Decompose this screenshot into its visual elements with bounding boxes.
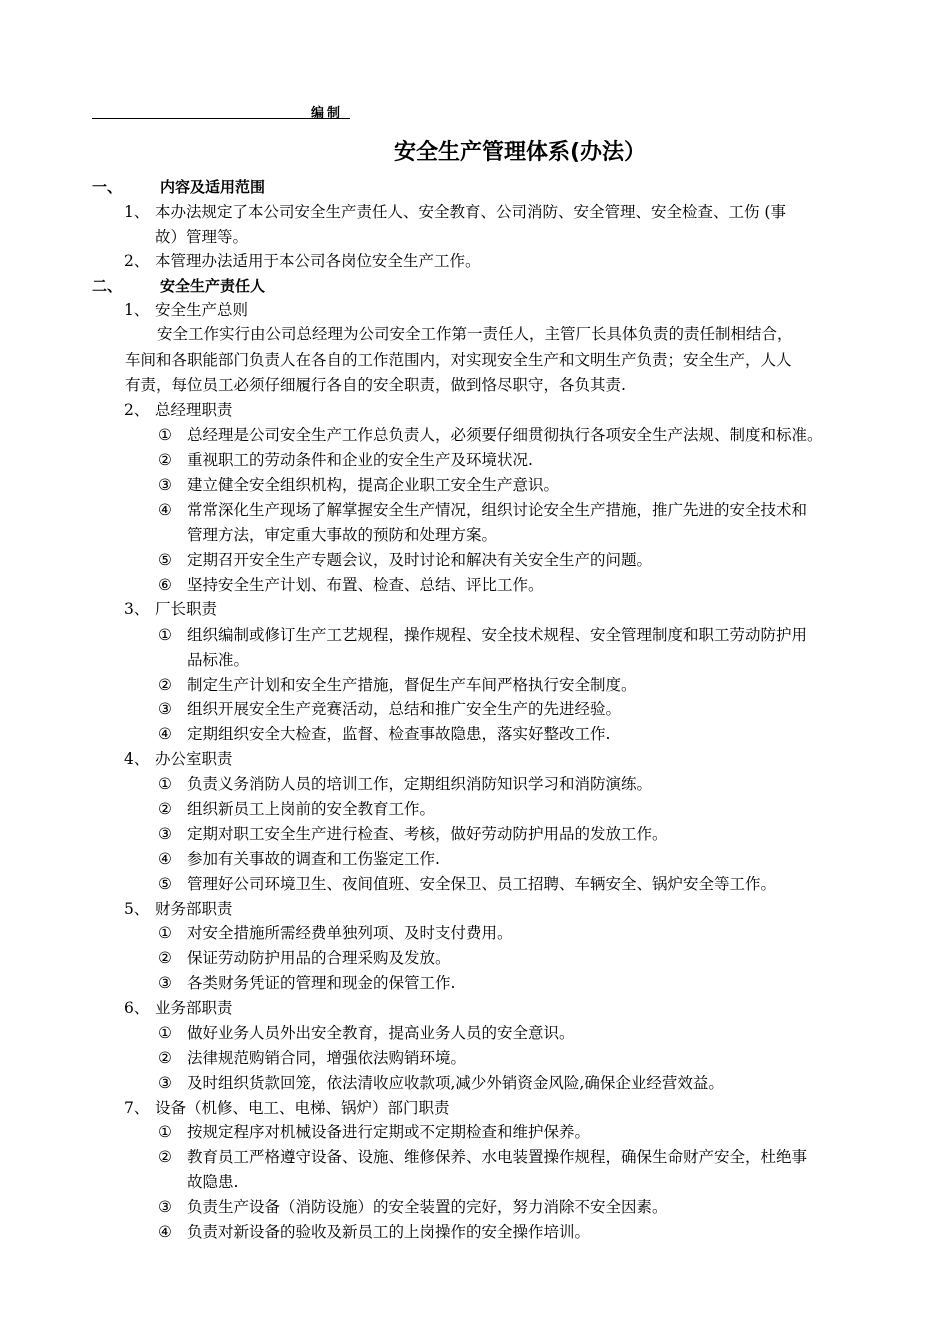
list-marker: ③ bbox=[158, 476, 172, 494]
list-marker: ③ bbox=[158, 700, 172, 718]
scope-item-1-line2: 故）管理等。 bbox=[155, 228, 249, 246]
scope-item-1-number: 1、 bbox=[124, 203, 150, 221]
list-marker: ② bbox=[158, 676, 172, 694]
list-marker: ④ bbox=[158, 725, 172, 743]
list-marker: ① bbox=[158, 426, 172, 444]
list-item-text: 保证劳动防护用品的合理采购及发放。 bbox=[187, 949, 451, 967]
scope-item-2-number: 2、 bbox=[124, 252, 150, 270]
list-item-text: 组织编制或修订生产工艺规程，操作规程、安全技术规程、安全管理制度和职工劳动防护用 bbox=[187, 626, 808, 644]
list-marker: ④ bbox=[158, 1223, 172, 1241]
list-marker: ⑤ bbox=[158, 551, 172, 569]
list-item-text: 总经理是公司安全生产工作总负责人，必须要仔细贯彻执行各项安全生产法规、制度和标准。 bbox=[187, 426, 823, 444]
section-1-title: 内容及适用范围 bbox=[160, 178, 266, 196]
list-item-text: 做好业务人员外出安全教育，提高业务人员的安全意识。 bbox=[187, 1024, 575, 1042]
list-marker: ② bbox=[158, 800, 172, 818]
subsection-7-number: 7、 bbox=[124, 1099, 150, 1117]
scope-item-2-text: 本管理办法适用于本公司各岗位安全生产工作。 bbox=[155, 252, 481, 270]
list-item-text: 组织开展安全生产竞赛活动，总结和推广安全生产的先进经验。 bbox=[187, 700, 622, 718]
list-marker: ⑤ bbox=[158, 875, 172, 893]
subsection-2-number: 2、 bbox=[124, 401, 150, 419]
list-item-text-cont: 管理方法，审定重大事故的预防和处理方案。 bbox=[187, 526, 498, 544]
subsection-5-number: 5、 bbox=[124, 900, 150, 918]
list-item-text: 常常深化生产现场了解掌握安全生产情况，组织讨论安全生产措施，推广先进的安全技术和 bbox=[187, 501, 808, 519]
subsection-3-title: 厂长职责 bbox=[155, 600, 218, 618]
list-marker: ② bbox=[158, 1049, 172, 1067]
subsection-1-number: 1、 bbox=[124, 301, 150, 319]
subsection-7-title: 设备（机修、电工、电梯、锅炉）部门职责 bbox=[155, 1099, 450, 1117]
list-item-text: 负责对新设备的验收及新员工的上岗操作的安全操作培训。 bbox=[187, 1223, 591, 1241]
list-item-text: 参加有关事故的调查和工伤鉴定工作. bbox=[187, 850, 440, 868]
list-marker: ① bbox=[158, 626, 172, 644]
section-2-number: 二、 bbox=[92, 277, 123, 295]
section-2-title: 安全生产责任人 bbox=[160, 277, 266, 295]
list-marker: ② bbox=[158, 1148, 172, 1166]
list-marker: ④ bbox=[158, 501, 172, 519]
list-item-text: 教育员工严格遵守设备、设施、维修保养、水电装置操作规程，确保生命财产安全，杜绝事 bbox=[187, 1148, 808, 1166]
list-item-text-cont: 故隐患. bbox=[187, 1173, 239, 1191]
list-marker: ③ bbox=[158, 974, 172, 992]
subsection-4-number: 4、 bbox=[124, 750, 150, 768]
list-marker: ③ bbox=[158, 825, 172, 843]
subsection-2-title: 总经理职责 bbox=[155, 401, 233, 419]
paragraph-line-3: 有责，每位员工必须仔细履行各自的安全职责，做到恪尽职守，各负其责. bbox=[125, 376, 626, 394]
list-item-text: 负责义务消防人员的培训工作，定期组织消防知识学习和消防演练。 bbox=[187, 775, 653, 793]
list-marker: ③ bbox=[158, 1198, 172, 1216]
list-marker: ⑥ bbox=[158, 576, 172, 594]
list-item-text: 按规定程序对机械设备进行定期或不定期检查和维护保养。 bbox=[187, 1123, 591, 1141]
subsection-4-title: 办公室职责 bbox=[155, 750, 233, 768]
list-item-text: 对安全措施所需经费单独列项、及时支付费用。 bbox=[187, 924, 513, 942]
list-item-text: 组织新员工上岗前的安全教育工作。 bbox=[187, 800, 436, 818]
section-1-number: 一、 bbox=[92, 178, 123, 196]
subsection-3-number: 3、 bbox=[124, 600, 150, 618]
list-marker: ② bbox=[158, 451, 172, 469]
list-item-text: 负责生产设备（消防设施）的安全装置的完好，努力消除不安全因素。 bbox=[187, 1198, 668, 1216]
subsection-1-title: 安全生产总则 bbox=[155, 301, 249, 319]
list-marker: ① bbox=[158, 924, 172, 942]
list-marker: ① bbox=[158, 775, 172, 793]
list-item-text: 法律规范购销合同，增强依法购销环境。 bbox=[187, 1049, 467, 1067]
list-marker: ③ bbox=[158, 1074, 172, 1092]
list-item-text: 及时组织货款回笼，依法清收应收款项,减少外销资金风险,确保企业经营效益。 bbox=[187, 1074, 724, 1092]
header-label: 编制 bbox=[311, 106, 344, 121]
paragraph-line-2: 车间和各职能部门负责人在各自的工作范围内，对实现安全生产和文明生产负责；安全生产，人人 bbox=[125, 351, 792, 369]
list-item-text: 制定生产计划和安全生产措施，督促生产车间严格执行安全制度。 bbox=[187, 676, 637, 694]
list-item-text: 重视职工的劳动条件和企业的安全生产及环境状况. bbox=[187, 451, 533, 469]
list-item-text: 定期对职工安全生产进行检查、考核，做好劳动防护用品的发放工作。 bbox=[187, 825, 668, 843]
paragraph-line-1: 安全工作实行由公司总经理为公司安全工作第一责任人，主管厂长具体负责的责任制相结合， bbox=[157, 325, 793, 343]
list-marker: ① bbox=[158, 1024, 172, 1042]
list-marker: ① bbox=[158, 1123, 172, 1141]
scope-item-1-line1: 本办法规定了本公司安全生产责任人、安全教育、公司消防、安全管理、安全检查、工伤 (事 bbox=[155, 203, 786, 221]
list-item-text: 坚持安全生产计划、布置、检查、总结、评比工作。 bbox=[187, 576, 544, 594]
list-marker: ④ bbox=[158, 850, 172, 868]
subsection-5-title: 财务部职责 bbox=[155, 900, 233, 918]
list-item-text-cont: 品标准。 bbox=[187, 651, 250, 669]
document-title: 安全生产管理体系(办法） bbox=[393, 140, 647, 165]
list-item-text: 建立健全安全组织机构，提高企业职工安全生产意识。 bbox=[187, 476, 560, 494]
list-item-text: 定期组织安全大检查，监督、检查事故隐患，落实好整改工作. bbox=[187, 725, 611, 743]
list-item-text: 各类财务凭证的管理和现金的保管工作. bbox=[187, 974, 456, 992]
subsection-6-title: 业务部职责 bbox=[155, 999, 233, 1017]
list-item-text: 管理好公司环境卫生、夜间值班、安全保卫、员工招聘、车辆安全、锅炉安全等工作。 bbox=[187, 875, 777, 893]
list-marker: ② bbox=[158, 949, 172, 967]
subsection-6-number: 6、 bbox=[124, 999, 150, 1017]
list-item-text: 定期召开安全生产专题会议，及时讨论和解决有关安全生产的问题。 bbox=[187, 551, 653, 569]
